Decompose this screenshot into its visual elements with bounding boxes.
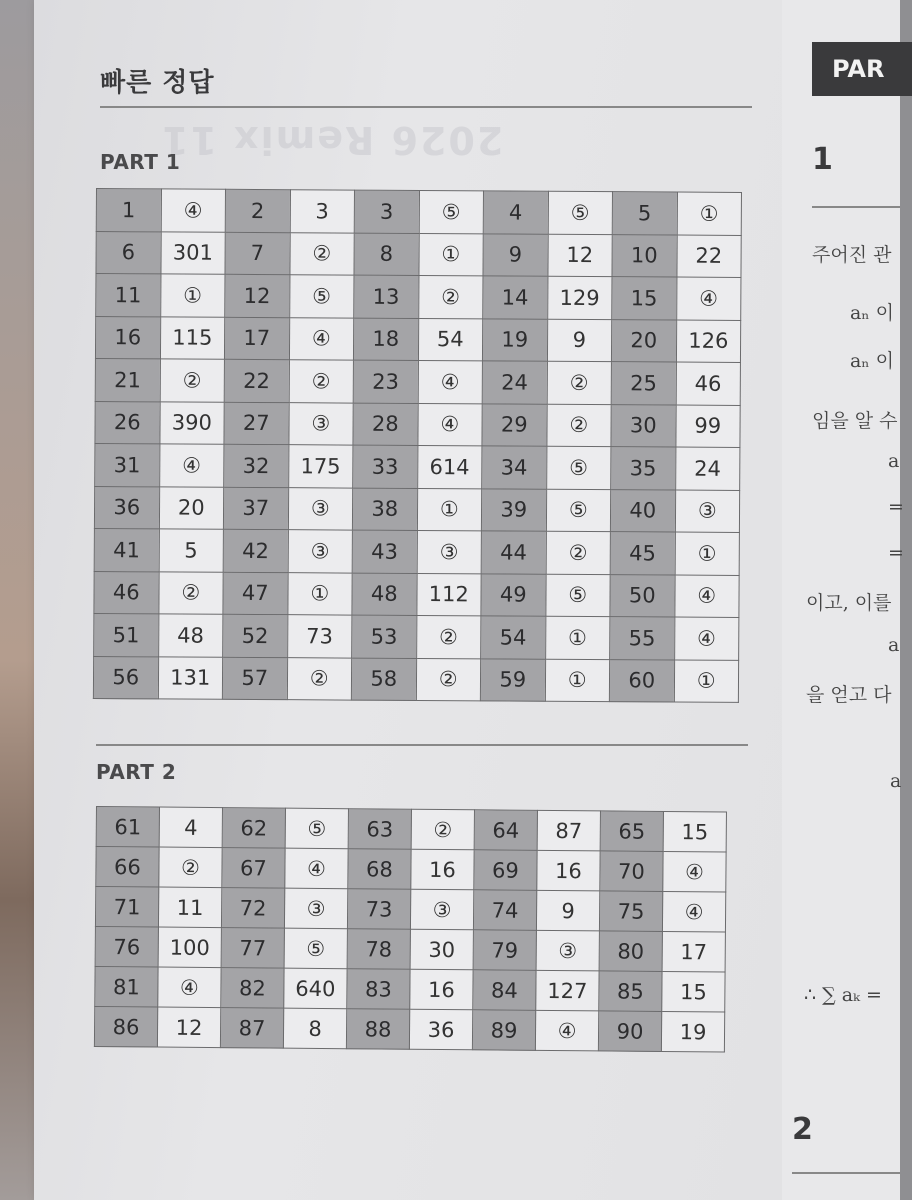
question-number-cell: 70 [600,851,663,892]
question-number-cell: 37 [223,487,288,530]
question-number-cell: 78 [347,929,410,970]
answer-cell: ② [411,809,474,850]
question-number-cell: 65 [600,811,663,852]
answer-cell: ① [675,532,740,575]
answer-cell: ④ [417,403,482,446]
question-number-cell: 63 [348,809,411,850]
answer-cell: ⑤ [419,190,484,233]
answer-cell: ② [546,404,611,447]
solution-line: = [888,496,904,518]
question-number-cell: 1 [96,189,161,232]
question-number-cell: 6 [96,231,161,274]
answer-cell: ② [416,615,481,658]
question-number-cell: 80 [599,931,662,972]
answer-cell: ④ [676,277,741,320]
solution-line: ∴ ∑ aₖ = [804,984,882,1006]
question-number-cell: 3 [354,190,419,233]
answer-cell: ② [547,361,612,404]
answer-cell: ① [545,616,610,659]
answer-cell: 175 [288,445,353,488]
answer-row [95,443,740,489]
question-number-cell: 41 [94,528,159,571]
answer-cell: 48 [158,614,223,657]
answer-cell: 15 [662,971,725,1012]
answer-cell: ② [289,232,354,275]
question-number-cell: 32 [224,444,289,487]
answer-row [94,528,739,574]
answer-cell: 12 [157,1007,220,1048]
question-number-cell: 81 [95,966,158,1007]
question-number-cell: 47 [223,572,288,615]
question-number-cell: 4 [483,191,548,234]
title-divider [100,106,752,108]
solution-number-1: 1 [812,142,833,177]
answer-row [95,966,725,1011]
question-number-cell: 84 [473,970,536,1011]
watermark-text: 2026 Remix 11 [160,118,504,162]
answer-row [95,401,740,447]
question-number-cell: 26 [95,401,160,444]
answer-cell: 73 [287,615,352,658]
answer-cell: ③ [288,530,353,573]
question-number-cell: 83 [347,969,410,1010]
answer-cell: ④ [535,1010,598,1051]
question-number-cell: 58 [351,658,416,701]
question-number-cell: 61 [96,807,159,848]
answer-cell: ② [418,275,483,318]
answer-row [96,274,741,320]
question-number-cell: 23 [353,360,418,403]
question-number-cell: 33 [353,445,418,488]
answer-cell: 100 [158,927,221,968]
answer-row [94,1006,724,1051]
answer-cell: 129 [547,276,612,319]
answer-cell: ④ [289,317,354,360]
question-number-cell: 82 [221,968,284,1009]
answer-cell: 87 [537,810,600,851]
question-number-cell: 21 [95,358,160,401]
answer-cell: 9 [547,319,612,362]
question-number-cell: 69 [474,850,537,891]
question-number-cell: 30 [611,404,676,447]
question-number-cell: 11 [96,274,161,317]
question-number-cell: 75 [599,891,662,932]
question-number-cell: 8 [354,233,419,276]
question-number-cell: 2 [225,189,290,232]
question-number-cell: 36 [94,486,159,529]
question-number-cell: 28 [353,403,418,446]
question-number-cell: 31 [95,443,160,486]
answer-cell: 115 [160,316,225,359]
answer-cell: ④ [418,360,483,403]
answer-cell: 16 [411,849,474,890]
page-title: 빠른 정답 [100,68,215,98]
question-number-cell: 20 [611,319,676,362]
solution-number-2: 2 [792,1112,813,1147]
answer-cell: 8 [283,1008,346,1049]
answer-cell: 15 [663,811,726,852]
answer-cell: ② [158,571,223,614]
answer-cell: ③ [288,402,353,445]
answer-cell: ③ [288,487,353,530]
answer-cell: 640 [284,968,347,1009]
question-number-cell: 79 [473,930,536,971]
question-number-cell: 45 [610,532,675,575]
answer-cell: 16 [410,969,473,1010]
answer-cell: ① [677,192,742,235]
answer-cell: ③ [410,889,473,930]
answer-cell: ⑤ [285,808,348,849]
question-number-cell: 60 [609,659,674,702]
question-number-cell: 55 [610,617,675,660]
answer-cell: ⑤ [546,489,611,532]
answer-cell: 112 [416,573,481,616]
answer-cell: 4 [159,807,222,848]
question-number-cell: 90 [598,1011,661,1052]
solution-part-tab: PAR [812,42,912,96]
answer-row [93,656,738,702]
answer-row [95,887,725,932]
question-number-cell: 64 [474,810,537,851]
answer-cell: ③ [417,530,482,573]
answer-row [95,358,740,404]
answer-cell: ③ [675,490,740,533]
answer-cell: ⑤ [548,191,613,234]
solution-line: aₙ 이 [850,302,894,324]
answer-row [95,316,740,362]
answer-cell: ③ [284,888,347,929]
part2-heading: PART 2 [96,760,177,784]
question-number-cell: 71 [95,887,158,928]
answer-cell: ④ [662,891,725,932]
solution-line: aₙ 이 [850,350,894,372]
answer-row [96,807,726,852]
question-number-cell: 54 [481,616,546,659]
question-number-cell: 53 [352,615,417,658]
answer-cell: ② [159,847,222,888]
solution-divider-2 [792,1172,900,1174]
answer-cell: ② [287,657,352,700]
answer-cell: ① [417,488,482,531]
answer-cell: ⑤ [284,928,347,969]
question-number-cell: 77 [221,928,284,969]
question-number-cell: 38 [352,488,417,531]
answer-cell: 126 [676,320,741,363]
question-number-cell: 66 [96,847,159,888]
answer-row [94,486,739,532]
answer-cell: ② [289,360,354,403]
question-number-cell: 13 [354,275,419,318]
section-divider [96,744,748,746]
answer-cell: 9 [536,890,599,931]
answer-row [95,926,725,971]
question-number-cell: 12 [225,274,290,317]
solution-line: a [890,770,902,792]
answer-cell: ① [287,572,352,615]
question-number-cell: 59 [480,658,545,701]
answer-cell: ① [545,659,610,702]
question-number-cell: 48 [352,573,417,616]
answer-row [96,189,741,235]
answer-cell: ② [416,658,481,701]
question-number-cell: 17 [224,317,289,360]
question-number-cell: 18 [353,318,418,361]
answer-cell: 46 [676,362,741,405]
solution-line: a [888,450,900,472]
answer-cell: ⑤ [289,275,354,318]
answer-cell: ⑤ [546,446,611,489]
question-number-cell: 34 [482,446,547,489]
answer-cell: 5 [159,529,224,572]
question-number-cell: 22 [224,359,289,402]
question-number-cell: 88 [346,1009,409,1050]
part1-answer-table [93,188,742,703]
question-number-cell: 89 [472,1010,535,1051]
answer-cell: ③ [536,930,599,971]
question-number-cell: 15 [612,277,677,320]
solution-line: 임을 알 수 [812,410,898,432]
question-number-cell: 44 [481,531,546,574]
question-number-cell: 52 [223,614,288,657]
answer-cell: 12 [547,234,612,277]
question-number-cell: 46 [94,571,159,614]
question-number-cell: 24 [482,361,547,404]
answer-cell: 19 [661,1011,724,1052]
answer-cell: 301 [160,231,225,274]
solution-line: a [888,634,900,656]
answer-row [94,613,739,659]
answer-cell: ⑤ [545,574,610,617]
solution-line: = [888,542,904,564]
question-number-cell: 85 [599,971,662,1012]
question-number-cell: 29 [482,403,547,446]
question-number-cell: 67 [222,848,285,889]
question-number-cell: 16 [95,316,160,359]
question-number-cell: 86 [94,1006,157,1047]
answer-cell: ④ [159,444,224,487]
answer-cell: 54 [418,318,483,361]
question-number-cell: 87 [220,1008,283,1049]
question-number-cell: 42 [223,529,288,572]
question-number-cell: 68 [348,849,411,890]
answer-cell: ② [160,359,225,402]
question-number-cell: 9 [483,233,548,276]
answer-cell: 22 [676,235,741,278]
question-number-cell: 49 [481,573,546,616]
answer-row [96,231,741,277]
question-number-cell: 27 [224,402,289,445]
answer-cell: 131 [158,656,223,699]
answer-cell: 99 [675,405,740,448]
answer-cell: 36 [409,1009,472,1050]
answer-cell: ④ [674,575,739,618]
question-number-cell: 10 [612,234,677,277]
answer-row [96,847,726,892]
question-number-cell: 74 [473,890,536,931]
answer-cell: 24 [675,447,740,490]
answer-row [94,571,739,617]
question-number-cell: 51 [94,613,159,656]
solution-line: 주어진 관 [812,244,892,266]
answer-cell: ④ [674,617,739,660]
solution-divider-1 [812,206,900,208]
solution-line: 이고, 이를 [806,592,892,614]
answer-cell: ④ [663,851,726,892]
part2-answer-table [94,806,727,1052]
answer-cell: ① [674,660,739,703]
answer-cell: 30 [410,929,473,970]
answer-cell: 614 [417,445,482,488]
answer-cell: 16 [537,850,600,891]
question-number-cell: 5 [612,192,677,235]
answer-cell: 17 [662,931,725,972]
answer-cell: ④ [158,967,221,1008]
question-number-cell: 25 [611,362,676,405]
answer-cell: 11 [158,887,221,928]
question-number-cell: 39 [481,488,546,531]
answer-cell: 3 [290,190,355,233]
question-number-cell: 40 [610,489,675,532]
question-number-cell: 43 [352,530,417,573]
question-number-cell: 62 [222,808,285,849]
question-number-cell: 14 [483,276,548,319]
question-number-cell: 72 [221,888,284,929]
answer-cell: ④ [161,189,226,232]
question-number-cell: 19 [482,318,547,361]
question-number-cell: 35 [611,447,676,490]
answer-cell: 390 [159,401,224,444]
answer-cell: ② [546,531,611,574]
question-number-cell: 76 [95,926,158,967]
answer-cell: 127 [536,970,599,1011]
solution-line: 을 얻고 다 [806,684,892,706]
answer-cell: ① [418,233,483,276]
part1-heading: PART 1 [100,150,181,174]
question-number-cell: 50 [610,574,675,617]
question-number-cell: 73 [347,889,410,930]
answer-cell: 20 [159,486,224,529]
question-number-cell: 7 [225,232,290,275]
question-number-cell: 56 [93,656,158,699]
answer-cell: ④ [285,848,348,889]
question-number-cell: 57 [222,657,287,700]
answer-cell: ① [160,274,225,317]
